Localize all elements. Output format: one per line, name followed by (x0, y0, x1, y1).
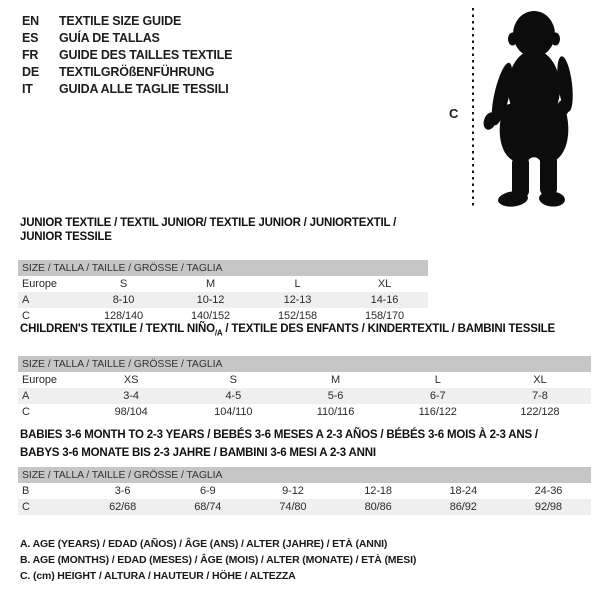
title-line-1: BABIES 3-6 MONTH TO 2-3 YEARS / BEBÉS 3-6 MESES A 2-3 AÑOS / BÉBÉS 3-6 MOIS À 2-3 ANS / (20, 429, 538, 441)
language-code: DE (22, 65, 39, 79)
table-cell: 12-18 (364, 485, 392, 497)
children-section-title (18, 322, 591, 340)
table-cell: 18-24 (449, 485, 478, 497)
table-cell: S (119, 278, 128, 290)
table-cell: 62/68 (109, 501, 137, 513)
language-row-de (22, 64, 232, 81)
table-cell: 116/122 (418, 406, 457, 419)
height-measure-line (472, 8, 474, 209)
language-label: TEXTILGRÖßENFÜHRUNG (59, 65, 215, 79)
junior-textile-section (18, 216, 428, 324)
language-code: FR (22, 48, 39, 62)
row-label: A (22, 294, 30, 306)
language-row-en (22, 13, 232, 30)
row-label: Europe (22, 374, 57, 387)
size-header-bar: SIZE / TALLA / TAILLE / GRÖSSE / TAGLIA (18, 467, 591, 483)
table-row-age (18, 292, 428, 308)
language-code: ES (22, 31, 39, 45)
table-cell: 80/86 (364, 501, 392, 513)
table-cell: 122/128 (520, 406, 560, 419)
table-cell: 86/92 (449, 501, 477, 513)
language-label: GUIDA ALLE TAGLIE TESSILI (59, 82, 229, 96)
row-label: Europe (22, 278, 57, 290)
table-cell: L (434, 374, 441, 387)
title-subscript: /A (214, 328, 223, 338)
table-cell: 5-6 (327, 390, 344, 403)
table-cell: 9-12 (282, 485, 304, 497)
children-size-table (18, 356, 591, 420)
table-cell: 8-10 (112, 294, 135, 306)
table-cell: 6-7 (429, 390, 446, 403)
footnote-b: B. AGE (MONTHS) / EDAD (MESES) / ÂGE (MOIS) / ALTER (MONATE) / ETÀ (MESI) (20, 554, 417, 566)
table-cell: 128/140 (103, 310, 144, 322)
table-cell: 24-36 (534, 485, 563, 497)
table-cell: 92/98 (534, 501, 562, 513)
table-cell: 10-12 (196, 294, 225, 306)
babies-size-table (18, 467, 591, 515)
table-cell: 3-4 (123, 390, 139, 403)
row-label: C (22, 501, 30, 513)
table-cell: 158/170 (364, 310, 405, 322)
size-header-bar: SIZE / TALLA / TAILLE / GRÖSSE / TAGLIA (18, 260, 428, 276)
language-label: GUÍA DE TALLAS (59, 31, 160, 45)
language-row-it (22, 81, 232, 98)
babies-section-title (18, 426, 591, 462)
table-cell: XL (377, 278, 392, 290)
language-label: GUIDE DES TAILLES TEXTILE (59, 48, 233, 62)
table-cell: 6-9 (199, 485, 216, 497)
table-cell: M (330, 374, 341, 387)
table-cell: XS (123, 374, 139, 387)
babies-textile-section (18, 426, 591, 515)
table-cell: M (205, 278, 216, 290)
table-cell: 68/74 (194, 501, 222, 513)
size-header-bar: SIZE / TALLA / TAILLE / GRÖSSE / TAGLIA (18, 356, 591, 372)
table-cell: 98/104 (114, 406, 148, 419)
table-cell: 12-13 (283, 294, 312, 306)
table-cell: 74/80 (279, 501, 307, 513)
table-cell: 3-6 (114, 485, 131, 497)
title-text: / TEXTILE DES ENFANTS / KINDERTEXTIL / BAMBINI TESSILE (222, 323, 555, 335)
language-list (22, 13, 232, 98)
junior-size-table (18, 260, 428, 324)
row-label: C (22, 310, 30, 322)
footnotes (20, 536, 416, 584)
junior-section-title: JUNIOR TEXTILE / TEXTIL JUNIOR/ TEXTILE JUNIOR / JUNIORTEXTIL / JUNIOR TESSILE (20, 217, 397, 243)
title-line-2: BABYS 3-6 MONATE BIS 2-3 JAHRE / BAMBINI 3-6 MESI A 2-3 ANNI (20, 447, 376, 459)
table-row-europe (18, 372, 591, 388)
footnote-a: A. AGE (YEARS) / EDAD (AÑOS) / ÂGE (ANS) / ALTER (JAHRE) / ETÀ (ANNI) (20, 538, 388, 550)
language-row-fr (22, 47, 232, 64)
table-cell: 152/158 (277, 310, 318, 322)
language-row-es (22, 30, 232, 47)
footnote-c: C. (cm) HEIGHT / ALTURA / HAUTEUR / HÖHE / ALTEZZA (20, 570, 296, 582)
language-code: EN (22, 14, 39, 28)
table-row-europe (18, 276, 428, 292)
children-textile-section (18, 322, 591, 420)
table-row-months (18, 483, 591, 499)
table-cell: 104/110 (214, 406, 253, 419)
language-code: IT (22, 82, 33, 96)
table-row-height (18, 499, 591, 515)
title-text: CHILDREN'S TEXTILE / TEXTIL NIÑO (20, 323, 215, 335)
row-label: B (22, 485, 30, 497)
table-cell: XL (533, 374, 547, 387)
table-cell: 110/116 (316, 406, 355, 419)
baby-silhouette (480, 8, 590, 210)
table-cell: 4-5 (225, 390, 242, 403)
table-row-age (18, 388, 591, 404)
row-label: A (22, 390, 30, 403)
table-cell: L (294, 278, 301, 290)
table-cell: 140/152 (190, 310, 231, 322)
table-cell: 7-8 (532, 390, 548, 403)
row-label: C (22, 406, 30, 419)
table-row-height (18, 404, 591, 420)
table-cell: 14-16 (370, 294, 399, 306)
table-cell: S (229, 374, 237, 387)
language-label: TEXTILE SIZE GUIDE (59, 14, 182, 28)
height-measure-label: C (449, 106, 459, 121)
